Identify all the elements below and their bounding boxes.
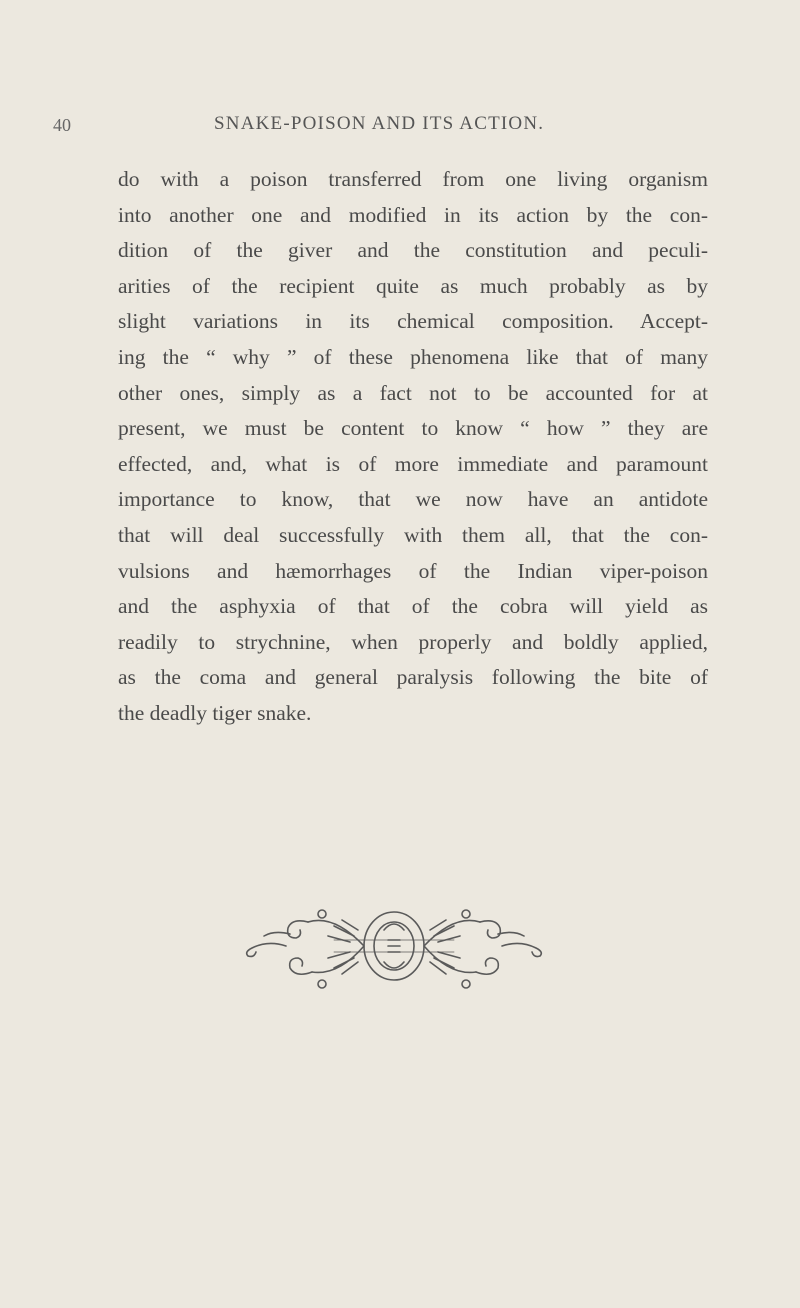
text-line: the deadly tiger snake. <box>118 700 312 725</box>
text-line: that will deal successfully with them all, that the con- <box>118 522 708 547</box>
text-line: other ones, simply as a fact not to be accounted for at <box>118 380 708 405</box>
text-line: effected, and, what is of more immediate and paramount <box>118 451 708 476</box>
text-line: readily to strychnine, when properly and boldly applied, <box>118 629 708 654</box>
text-line: slight variations in its chemical composition. Accept- <box>118 309 708 334</box>
text-line: do with a poison transferred from one living organism <box>118 167 708 191</box>
body-paragraph <box>118 162 708 732</box>
text-line: vulsions and hæmorrhages of the Indian viper-poison <box>118 558 708 583</box>
text-line: ing the “ why ” of these phenomena like that of many <box>118 344 708 369</box>
text-line: and the asphyxia of that of the cobra will yield as <box>118 594 708 619</box>
text-line: into another one and modified in its action by the con- <box>118 202 708 227</box>
tailpiece-ornament-icon <box>238 900 550 996</box>
running-head: SNAKE-POISON AND ITS ACTION. <box>214 113 545 134</box>
text-line: as the coma and general paralysis following the bite of <box>118 665 708 690</box>
text-line: arities of the recipient quite as much probably as by <box>118 273 708 298</box>
page-number: 40 <box>53 115 71 135</box>
text-line: importance to know, that we now have an antidote <box>118 487 708 512</box>
text-line: dition of the giver and the constitution and peculi- <box>118 238 708 263</box>
text-line: present, we must be content to know “ how ” they are <box>118 416 708 441</box>
